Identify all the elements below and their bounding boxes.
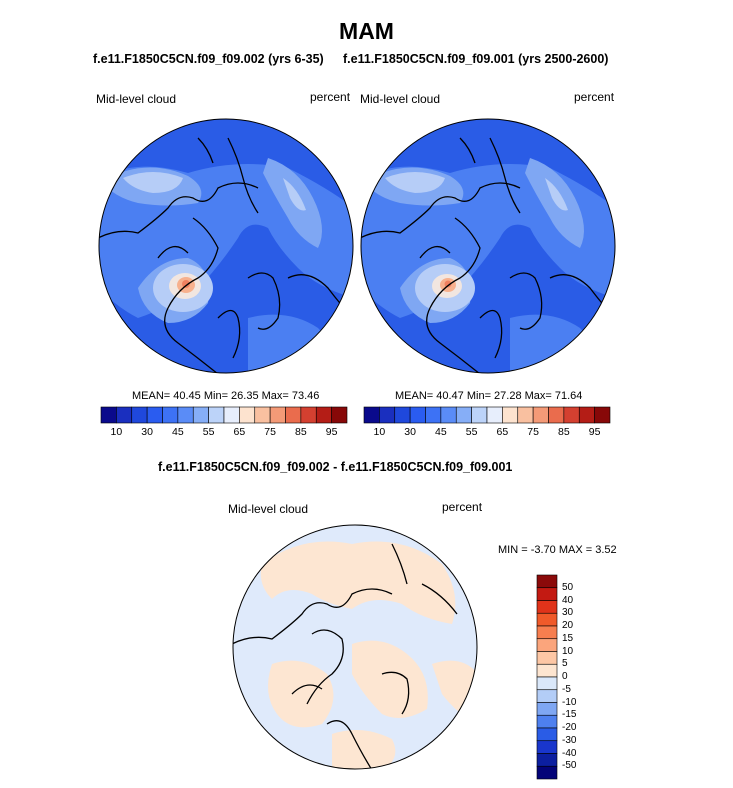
- colorbar-swatch: [487, 407, 502, 423]
- colorbar-swatch: [537, 652, 557, 665]
- colorbar-tick-label: -30: [562, 734, 577, 746]
- colorbar-tick-label: 30: [562, 607, 574, 619]
- colorbar-swatch: [537, 728, 557, 741]
- colorbar-tick-label: 45: [435, 426, 447, 438]
- panel2-field-label: Mid-level cloud: [360, 92, 441, 106]
- colorbar-tick-label: 30: [141, 426, 153, 438]
- colorbar-swatch: [537, 575, 557, 588]
- panel1-map: [98, 118, 354, 374]
- colorbar-swatch: [301, 407, 316, 423]
- colorbar-tick-label: 0: [562, 671, 568, 682]
- colorbar-tick-label: -15: [562, 709, 577, 721]
- colorbar-swatch: [537, 626, 557, 639]
- colorbar-tick-label: 55: [465, 426, 478, 438]
- colorbar-tick-label: 65: [496, 426, 509, 438]
- colorbar-swatch: [537, 601, 557, 614]
- colorbar-swatch: [239, 407, 254, 423]
- diff-field-label: Mid-level cloud: [228, 502, 309, 516]
- colorbar-tick-label: -5: [562, 683, 571, 695]
- colorbar-swatch: [537, 690, 557, 703]
- colorbar-swatch: [332, 407, 347, 423]
- colorbar-tick-label: 20: [562, 620, 574, 631]
- colorbar-swatch: [549, 407, 564, 423]
- colorbar-swatch: [255, 407, 270, 423]
- panel2-stats: MEAN= 40.47 Min= 27.28 Max= 71.64: [395, 390, 583, 402]
- colorbar-swatch: [518, 407, 533, 423]
- colorbar-tick-label: 45: [172, 426, 184, 438]
- colorbar-tick-label: 65: [233, 426, 246, 438]
- colorbar-swatch: [537, 639, 557, 652]
- colorbar-swatch: [564, 407, 579, 423]
- diff-panel-title: f.e11.F1850C5CN.f09_f09.002 - f.e11.F1850C5CN.f09_f09.001: [158, 460, 513, 474]
- colorbar-tick-label: -20: [562, 722, 577, 733]
- colorbar-swatch: [224, 407, 239, 423]
- colorbar-tick-label: 40: [562, 594, 574, 606]
- colorbar-swatch: [533, 407, 548, 423]
- colorbar-swatch: [316, 407, 331, 423]
- colorbar-swatch: [456, 407, 471, 423]
- colorbar-swatch: [193, 407, 208, 423]
- panel2-units-label: percent: [574, 90, 615, 104]
- colorbar-swatch: [395, 407, 410, 423]
- colorbar-tick-label: -10: [562, 696, 577, 708]
- colorbar-swatch: [426, 407, 441, 423]
- colorbar-swatch: [537, 664, 557, 677]
- colorbar-tick-label: 10: [110, 426, 123, 438]
- colorbar-swatch: [595, 407, 610, 423]
- colorbar-tick-label: 95: [325, 426, 338, 438]
- colorbar-swatch: [472, 407, 487, 423]
- colorbar-swatch: [147, 407, 162, 423]
- colorbar-tick-label: 55: [202, 426, 215, 438]
- colorbar-tick-label: 5: [562, 658, 568, 670]
- panel2-map: [360, 118, 616, 374]
- colorbar-tick-label: 10: [562, 645, 574, 657]
- colorbar-tick-label: 85: [558, 426, 570, 438]
- colorbar-swatch: [537, 703, 557, 716]
- colorbar-swatch: [132, 407, 147, 423]
- colorbar-tick-label: 30: [404, 426, 416, 438]
- panel1-case-title: f.e11.F1850C5CN.f09_f09.002 (yrs 6-35): [93, 52, 324, 66]
- colorbar-tick-label: 75: [264, 426, 276, 438]
- colorbar-tick-label: 95: [588, 426, 601, 438]
- colorbar-swatch: [537, 741, 557, 754]
- colorbar-swatch: [537, 715, 557, 728]
- colorbar-tick-label: 10: [373, 426, 386, 438]
- colorbar-swatch: [116, 407, 131, 423]
- colorbar-swatch: [579, 407, 594, 423]
- figure-title: MAM: [339, 18, 394, 44]
- diff-colorbar: [537, 575, 557, 779]
- colorbar-swatch: [379, 407, 394, 423]
- colorbar-tick-label: 75: [527, 426, 539, 438]
- panel2-case-title: f.e11.F1850C5CN.f09_f09.001 (yrs 2500-2600): [343, 52, 609, 66]
- colorbar-swatch: [286, 407, 301, 423]
- colorbar-swatch: [441, 407, 456, 423]
- panel2-colorbar: [364, 407, 610, 423]
- panel1-colorbar: [101, 407, 347, 423]
- colorbar-tick-label: 85: [295, 426, 307, 438]
- diff-stats: MIN = -3.70 MAX = 3.52: [498, 544, 617, 556]
- colorbar-swatch: [209, 407, 224, 423]
- colorbar-swatch: [364, 407, 379, 423]
- colorbar-swatch: [502, 407, 517, 423]
- diff-map: [232, 524, 478, 770]
- panel1-units-label: percent: [310, 90, 351, 104]
- colorbar-tick-label: 15: [562, 632, 574, 644]
- panel2-colorbar-labels: [364, 426, 610, 440]
- panel1-field-label: Mid-level cloud: [96, 92, 177, 106]
- colorbar-swatch: [537, 766, 557, 779]
- colorbar-swatch: [537, 754, 557, 767]
- colorbar-swatch: [270, 407, 285, 423]
- panel1-colorbar-labels: [101, 426, 347, 440]
- colorbar-swatch: [537, 677, 557, 690]
- colorbar-swatch: [537, 613, 557, 626]
- colorbar-swatch: [537, 588, 557, 601]
- colorbar-swatch: [410, 407, 425, 423]
- colorbar-tick-label: 50: [562, 581, 574, 593]
- colorbar-tick-label: -40: [562, 747, 577, 759]
- colorbar-swatch: [178, 407, 193, 423]
- colorbar-tick-label: -50: [562, 760, 577, 772]
- panel1-stats: MEAN= 40.45 Min= 26.35 Max= 73.46: [132, 390, 320, 402]
- diff-units-label: percent: [442, 500, 483, 514]
- colorbar-swatch: [163, 407, 178, 423]
- colorbar-swatch: [101, 407, 116, 423]
- diff-colorbar-labels: [562, 575, 592, 779]
